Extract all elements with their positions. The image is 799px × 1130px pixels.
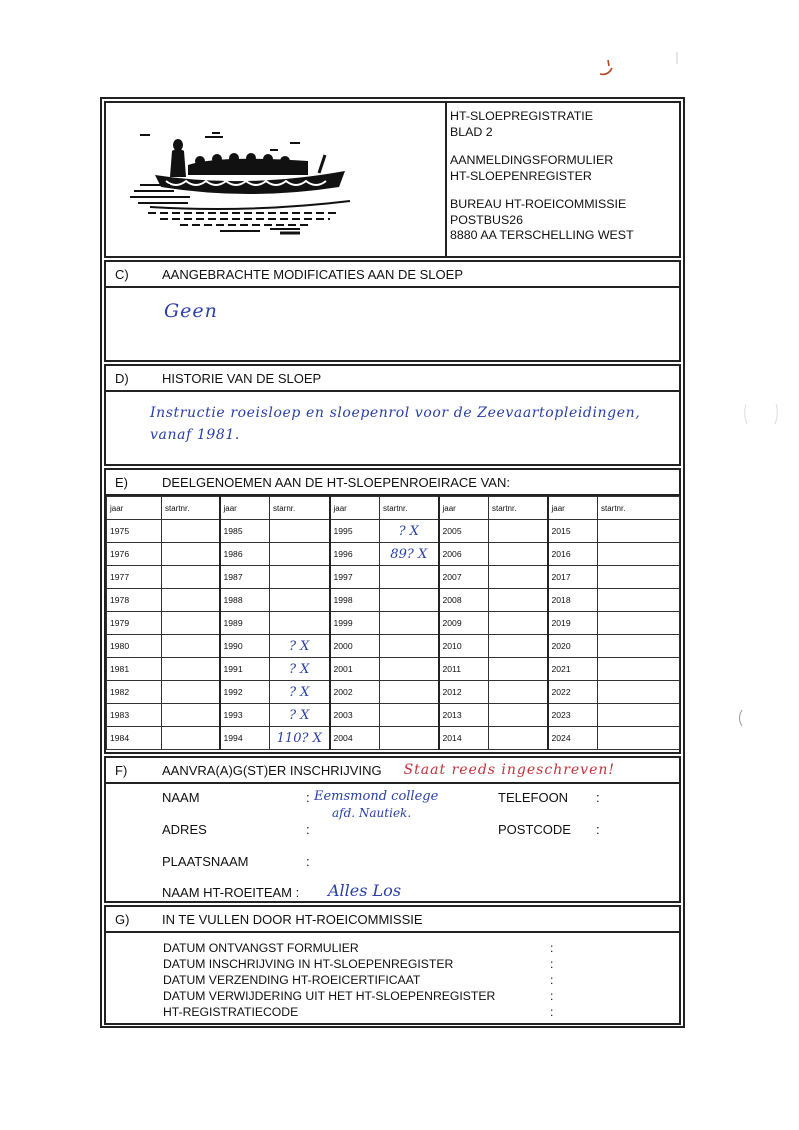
table-row [107,635,680,658]
section-title: D) HISTORIE VAN DE SLOEP [106,366,679,392]
col-start: startnr. [380,497,439,520]
start-number-handwritten: 89? X [390,546,428,562]
start-number-cell[interactable] [270,520,330,543]
start-number-cell[interactable] [598,589,680,612]
section-title: G) IN TE VULLEN DOOR HT-ROEICOMMISSIE [106,907,679,933]
year-cell: 1990 [220,635,270,658]
naam-label: NAAM [162,790,200,805]
start-number-handwritten: ? X [289,684,310,700]
year-cell: 2007 [439,566,489,589]
section-applicant [104,756,681,903]
year-cell: 1980 [107,635,162,658]
start-number-cell[interactable] [489,658,548,681]
year-cell: 1977 [107,566,162,589]
start-number-cell[interactable] [270,727,330,750]
year-cell: 1976 [107,543,162,566]
postcode-label: POSTCODE [498,822,571,837]
year-cell: 1995 [330,520,380,543]
plaatsnaam-label: PLAATSNAAM [162,854,249,869]
start-number-cell[interactable] [162,658,220,681]
section-title: E) DEELGENOEMEN AAN DE HT-SLOEPENROEIRACE VAN: [106,470,679,496]
field-label: HT-REGISTRATIECODE [163,1005,299,1019]
scan-mark [590,52,620,82]
year-cell: 2013 [439,704,489,727]
field-label: DATUM VERZENDING HT-ROEICERTIFICAAT [163,973,421,987]
field-label: DATUM INSCHRIJVING IN HT-SLOEPENREGISTER [163,957,454,971]
col-year: jaar [330,497,380,520]
year-cell: 2014 [439,727,489,750]
team-label: NAAM HT-ROEITEAM : [162,885,300,900]
start-number-cell[interactable] [380,589,439,612]
race-table [106,496,680,750]
year-cell: 2024 [548,727,598,750]
start-number-cell[interactable] [270,681,330,704]
start-number-cell[interactable] [380,681,439,704]
table-row [107,658,680,681]
start-number-cell[interactable] [489,704,548,727]
start-number-cell[interactable] [162,727,220,750]
start-number-cell[interactable] [598,520,680,543]
section-race-participation [104,468,681,754]
sheet-label: BLAD 2 [450,124,493,139]
year-cell: 1993 [220,704,270,727]
start-number-cell[interactable] [598,566,680,589]
start-number-cell[interactable] [270,704,330,727]
year-cell: 2011 [439,658,489,681]
start-number-cell[interactable] [162,589,220,612]
section-title: F) AANVRA(A)G(ST)ER INSCHRIJVING Staat reeds ingeschreven! [106,758,679,784]
registration-title: HT-SLOEPREGISTRATIE [450,109,593,123]
col-start: starnr. [270,497,330,520]
start-number-cell[interactable] [489,635,548,658]
start-number-cell[interactable] [270,635,330,658]
start-number-cell[interactable] [489,589,548,612]
col-start: startnr. [162,497,220,520]
history-handwritten[interactable]: Instructie roeisloep en sloepenrol voor de Zeevaartopleidingen, vanaf 1981. [150,405,641,443]
register-name: HT-SLOEPENREGISTER [450,168,592,183]
table-row [107,520,680,543]
start-number-cell[interactable] [380,566,439,589]
start-number-cell[interactable] [380,727,439,750]
start-number-cell[interactable] [162,635,220,658]
year-cell: 2012 [439,681,489,704]
year-cell: 2016 [548,543,598,566]
form-type: AANMELDINGSFORMULIER [450,153,614,167]
start-number-cell[interactable] [598,681,680,704]
table-row [107,612,680,635]
table-header-row [107,497,680,520]
scan-mark [734,708,746,728]
year-cell: 1975 [107,520,162,543]
year-cell: 2002 [330,681,380,704]
start-number-cell[interactable] [489,543,548,566]
postal-city: 8880 AA TERSCHELLING WEST [450,228,634,242]
registration-note-handwritten[interactable]: Staat reeds ingeschreven! [403,762,616,778]
start-number-cell[interactable] [270,566,330,589]
year-cell: 1999 [330,612,380,635]
start-number-cell[interactable] [162,566,220,589]
year-cell: 2023 [548,704,598,727]
start-number-cell[interactable] [162,704,220,727]
year-cell: 2005 [439,520,489,543]
bureau-name: BUREAU HT-ROEICOMMISSIE [450,197,627,211]
year-cell: 1997 [330,566,380,589]
plaatsnaam-colon: : [306,854,310,869]
start-number-cell[interactable] [489,566,548,589]
start-number-cell[interactable] [489,681,548,704]
commission-colons: : : : : : [550,941,554,1019]
year-cell: 2019 [548,612,598,635]
table-row [107,681,680,704]
naam-value-line2[interactable]: afd. Nautiek. [332,806,412,820]
start-number-cell[interactable] [162,612,220,635]
start-number-cell[interactable] [162,520,220,543]
start-number-cell[interactable] [270,589,330,612]
year-cell: 1978 [107,589,162,612]
year-cell: 1983 [107,704,162,727]
year-cell: 2022 [548,681,598,704]
start-number-handwritten: ? X [289,707,310,723]
year-cell: 1996 [330,543,380,566]
col-year: jaar [439,497,489,520]
year-cell: 1992 [220,681,270,704]
start-number-cell[interactable] [380,543,439,566]
scan-mark [672,50,682,70]
start-number-cell[interactable] [598,612,680,635]
start-number-handwritten: 110? X [276,730,322,746]
header-divider [445,103,447,256]
col-year: jaar [548,497,598,520]
year-cell: 2015 [548,520,598,543]
start-number-cell[interactable] [380,520,439,543]
start-number-cell[interactable] [380,612,439,635]
year-cell: 1984 [107,727,162,750]
col-start: startnr. [598,497,680,520]
postcode-colon: : [596,822,600,837]
start-number-cell[interactable] [489,727,548,750]
col-start: startnr. [489,497,548,520]
year-cell: 2000 [330,635,380,658]
year-cell: 2020 [548,635,598,658]
start-number-cell[interactable] [598,543,680,566]
start-number-cell[interactable] [162,543,220,566]
table-row [107,704,680,727]
year-cell: 2003 [330,704,380,727]
col-year: jaar [220,497,270,520]
year-cell: 2018 [548,589,598,612]
address-block [450,109,634,244]
start-number-cell[interactable] [380,658,439,681]
year-cell: 1989 [220,612,270,635]
year-cell: 1981 [107,658,162,681]
header-section [104,101,681,258]
field-label: DATUM ONTVANGST FORMULIER [163,941,359,955]
commission-fields [163,940,495,1020]
section-history [104,364,681,466]
telefoon-colon: : [596,790,600,805]
year-cell: 2006 [439,543,489,566]
start-number-cell[interactable] [598,727,680,750]
start-number-cell[interactable] [489,612,548,635]
table-row [107,543,680,566]
start-number-cell[interactable] [598,704,680,727]
year-cell: 2021 [548,658,598,681]
postbus: POSTBUS26 [450,212,523,227]
field-label: DATUM VERWIJDERING UIT HET HT-SLOEPENREGISTER [163,989,496,1003]
year-cell: 1986 [220,543,270,566]
year-cell: 2017 [548,566,598,589]
start-number-handwritten: ? X [289,661,310,677]
year-cell: 1985 [220,520,270,543]
section-commission [104,905,681,1025]
start-number-cell[interactable] [380,704,439,727]
year-cell: 2001 [330,658,380,681]
year-cell: 2009 [439,612,489,635]
naam-value-line1[interactable]: Eemsmond college [314,789,439,804]
year-cell: 2004 [330,727,380,750]
scan-mark [742,400,782,430]
year-cell: 2008 [439,589,489,612]
year-cell: 1987 [220,566,270,589]
year-cell: 1979 [107,612,162,635]
start-number-cell[interactable] [162,681,220,704]
start-number-handwritten: ? X [398,523,419,539]
year-cell: 1982 [107,681,162,704]
team-value[interactable]: Alles Los [328,881,402,900]
adres-label: ADRES [162,822,207,837]
section-title: C) AANGEBRACHTE MODIFICATIES AAN DE SLOEP [106,262,679,288]
start-number-cell[interactable] [598,658,680,681]
naam-colon: : [306,790,310,805]
start-number-cell[interactable] [270,612,330,635]
adres-colon: : [306,822,310,837]
year-cell: 1994 [220,727,270,750]
start-number-handwritten: ? X [289,638,310,654]
year-cell: 1991 [220,658,270,681]
modifications-handwritten[interactable]: Geen [164,300,218,322]
year-cell: 1998 [330,589,380,612]
table-row [107,727,680,750]
start-number-cell[interactable] [489,520,548,543]
table-row [107,589,680,612]
section-modifications [104,260,681,362]
telefoon-label: TELEFOON [498,790,569,805]
start-number-cell[interactable] [380,635,439,658]
start-number-cell[interactable] [598,635,680,658]
start-number-cell[interactable] [270,543,330,566]
year-cell: 1988 [220,589,270,612]
rowing-boat-logo [120,125,360,245]
table-row [107,566,680,589]
year-cell: 2010 [439,635,489,658]
start-number-cell[interactable] [270,658,330,681]
col-year: jaar [107,497,162,520]
